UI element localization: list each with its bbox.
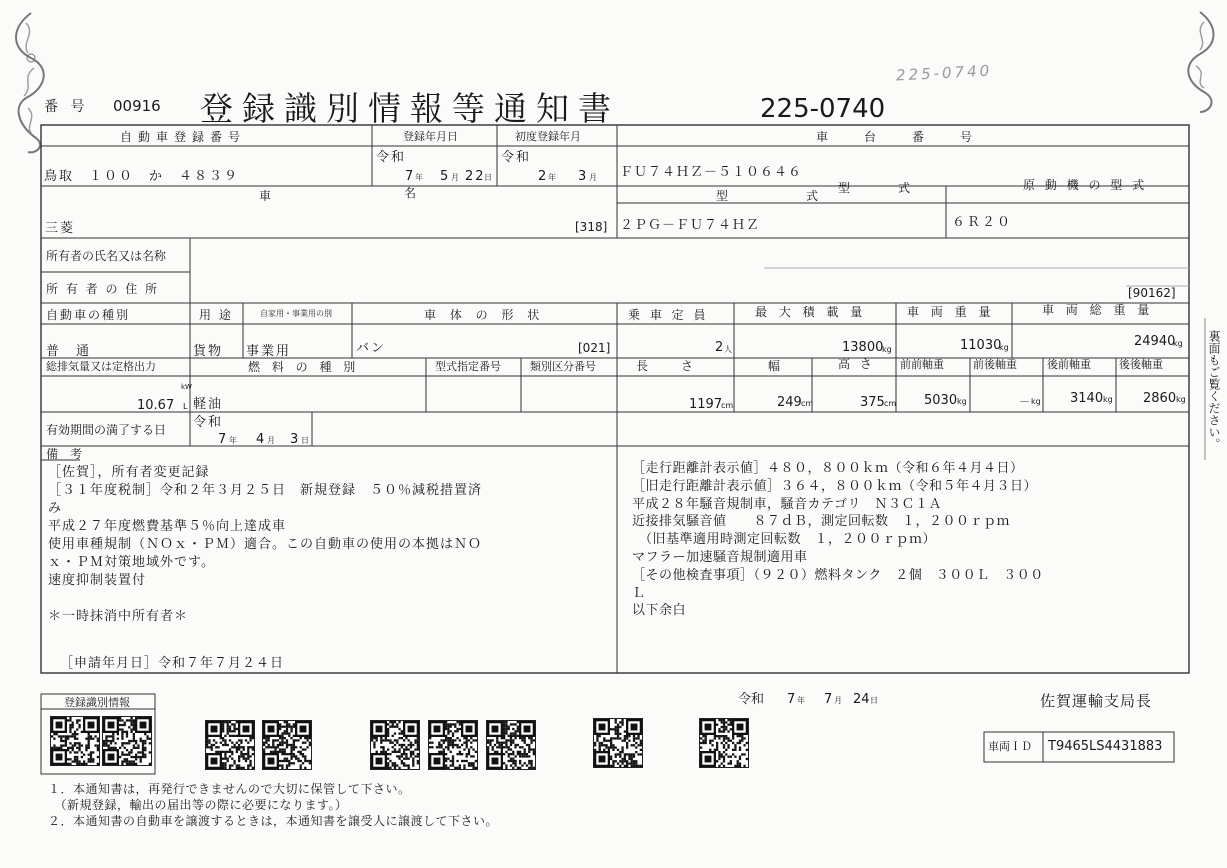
- issue-year: 7: [787, 692, 796, 707]
- first-year: 2: [538, 169, 549, 184]
- address-code: [90162]: [1128, 286, 1176, 300]
- gross-weight-unit: kg: [1173, 339, 1183, 348]
- qr-9: [699, 718, 749, 768]
- max-load-value: 13800: [842, 340, 884, 355]
- remark-line: 以下余白: [632, 603, 687, 619]
- label-reg-date: 登録年月日: [403, 130, 458, 143]
- label-body-shape: 車 体 の 形 状: [424, 308, 545, 322]
- max-load-unit: kg: [882, 345, 892, 354]
- label-capacity: 乗 車 定 員: [628, 308, 709, 322]
- ff-axle-unit: kg: [957, 397, 967, 406]
- label-remarks: 備 考: [46, 447, 83, 461]
- qr-6: [428, 720, 478, 770]
- label-model: 型 式: [716, 189, 825, 203]
- remark-line: 平成２８年騒音規制車，騒音カテゴリ Ｎ３Ｃ１Ａ: [632, 496, 942, 512]
- weight-value: 11030: [960, 338, 1002, 353]
- footer-notes: [48, 781, 498, 829]
- height-unit: cm: [884, 399, 897, 408]
- vehicle-body: バン: [356, 341, 387, 356]
- rr-axle-value: 2860: [1143, 391, 1177, 406]
- first-month: 3: [578, 169, 589, 184]
- label-name: 名: [404, 186, 423, 200]
- remark-line: マフラー加速騒音規制適用車: [632, 549, 808, 565]
- reg-day: 22: [465, 169, 486, 184]
- reg-year-unit: 年: [415, 173, 423, 182]
- remark-line: み: [48, 501, 63, 516]
- maker: 三菱: [45, 221, 76, 236]
- label-reg-no: 自動車登録番号: [120, 130, 247, 144]
- label-first-reg: 初度登録年月: [515, 130, 581, 143]
- label-rr-axle: 後後軸重: [1119, 358, 1163, 371]
- expiry-day-unit: 日: [301, 436, 309, 445]
- label-category-no: 類別区分番号: [530, 360, 596, 373]
- weight-unit: kg: [999, 343, 1009, 352]
- remark-line: ［走行距離計表示値］４８０，８００ｋｍ（令和６年４月４日）: [632, 461, 1024, 476]
- label-weight: 車 両 重 量: [907, 305, 995, 319]
- label-car: 車: [259, 189, 278, 203]
- footer-line: ２．本通知書の自動車を譲渡するときは，本通知書を譲受人に譲渡して下さい。: [48, 814, 499, 828]
- displacement-value: 10.67: [137, 398, 175, 413]
- label-engine-model: 原 動 機 の 型 式: [1023, 178, 1148, 192]
- number-label: 番 号: [44, 99, 89, 115]
- fuel-value: 軽油: [193, 397, 224, 412]
- remark-line: ＊一時抹消中所有者＊: [48, 609, 189, 624]
- reg-month: 5: [440, 169, 451, 184]
- label-length: 長 さ: [636, 359, 697, 373]
- first-month-unit: 月: [589, 173, 597, 182]
- body-code: [021]: [578, 341, 611, 355]
- expiry-day: 3: [290, 432, 301, 447]
- length-unit: cm: [721, 401, 734, 410]
- qr-reg-1: [50, 716, 100, 766]
- gross-weight-value: 24940: [1134, 334, 1176, 349]
- label-expiry: 有効期間の満了する日: [46, 423, 167, 437]
- first-era: 令和: [501, 150, 532, 165]
- expiry-month-unit: 月: [267, 436, 275, 445]
- expiry-year: 7: [218, 432, 229, 447]
- remark-line: 近接排気騒音値 ８７ｄＢ，測定回転数 １，２００ｒｐｍ: [632, 514, 1011, 530]
- remark-line: ［３１年度税制］令和２年３月２５日 新規登録 ５０％減税措置済: [48, 483, 483, 498]
- capacity-value: 2: [715, 340, 724, 355]
- remarks-left: [48, 464, 614, 626]
- reg-month-unit: 月: [451, 173, 459, 182]
- issue-day: 24: [853, 692, 870, 707]
- label-model-2: 型 式: [838, 181, 911, 195]
- document-number: 00916: [113, 97, 161, 115]
- qr-reg-2: [102, 716, 152, 766]
- issuing-office: 佐賀運輸支局長: [1040, 692, 1153, 710]
- label-owner-address: 所 有 者 の 住 所: [46, 282, 160, 296]
- model: ２ＰＧ－ＦＵ７４ＨＺ: [620, 218, 761, 233]
- reverse-side-note: 裏面もご覧ください。: [1207, 330, 1221, 450]
- expiry-era: 令和: [193, 415, 224, 430]
- issue-era: 令和: [738, 692, 765, 707]
- expiry-month: 4: [256, 432, 267, 447]
- remark-line: 平成２７年度燃費基準５％向上達成車: [48, 519, 287, 534]
- issue-month-unit: 月: [834, 696, 842, 705]
- label-ff-axle: 前前軸重: [900, 358, 944, 371]
- expiry-year-unit: 年: [229, 436, 237, 445]
- label-fr-axle: 前後軸重: [973, 358, 1017, 371]
- label-gross-weight: 車 両 総 重 量: [1042, 303, 1154, 317]
- first-year-unit: 年: [548, 173, 556, 182]
- displacement-unit-l: L: [183, 402, 188, 411]
- remark-line: ｘ・ＰＭ対策地域外です。: [48, 555, 215, 570]
- width-value: 249: [777, 395, 802, 410]
- maker-code: [318]: [575, 220, 608, 234]
- qr-5: [370, 720, 420, 770]
- vehicle-id: T9465LS4431883: [1048, 739, 1163, 754]
- label-width: 幅: [768, 359, 781, 373]
- remark-line: Ｌ: [632, 585, 646, 601]
- reg-day-unit: 日: [484, 173, 492, 182]
- chassis-number: ＦＵ７４ＨＺ－５１０６４６: [620, 165, 803, 180]
- width-unit: cm: [801, 399, 814, 408]
- document-code: 225-0740: [760, 94, 886, 124]
- issue-year-unit: 年: [797, 696, 805, 705]
- label-vehicle-id: 車両ＩＤ: [988, 740, 1032, 753]
- fr-axle-value: －: [1019, 395, 1030, 408]
- rr-axle-unit: kg: [1176, 395, 1186, 404]
- label-owner-name: 所有者の氏名又は名称: [46, 249, 167, 263]
- label-private-business: 自家用・事業用の別: [260, 309, 332, 318]
- document-title: 登録識別情報等通知書: [200, 89, 620, 128]
- ff-axle-value: 5030: [924, 393, 958, 408]
- remarks-right: [632, 460, 1184, 620]
- label-rf-axle: 後前軸重: [1047, 358, 1091, 371]
- application-date: ［申請年月日］令和７年７月２４日: [60, 656, 285, 671]
- vehicle-business: 事業用: [246, 344, 292, 359]
- label-height: 高 さ: [838, 357, 875, 371]
- issue-day-unit: 日: [870, 696, 878, 705]
- label-usage: 用 途: [199, 308, 233, 322]
- rf-axle-value: 3140: [1070, 391, 1104, 406]
- fr-axle-unit: kg: [1031, 397, 1041, 406]
- footer-line: １．本通知書は，再発行できませんので大切に保管して下さい。: [48, 782, 411, 796]
- label-displacement: 総排気量又は定格出力: [46, 360, 156, 373]
- remark-line: ［旧走行距離計表示値］３６４，８００ｋｍ（令和５年４月３日）: [632, 478, 1038, 494]
- qr-7: [486, 720, 536, 770]
- vehicle-kind: 普 通: [46, 344, 92, 359]
- remark-line: ［佐賀］，所有者変更記録: [48, 465, 210, 480]
- label-max-load: 最 大 積 載 量: [755, 305, 867, 319]
- remark-line: ［その他検査事項］（９２０）燃料タンク ２個 ３００Ｌ ３００: [632, 567, 1044, 583]
- handwritten-code: 225-0740: [895, 61, 993, 85]
- label-type-designation: 型式指定番号: [435, 360, 501, 373]
- remark-line: 速度抑制装置付: [48, 573, 147, 588]
- label-chassis: 車 台 番 号: [816, 130, 985, 144]
- reg-year: 7: [405, 169, 416, 184]
- qr-3: [205, 720, 255, 770]
- remark-line: [48, 590, 614, 608]
- footer-line: （新規登録，輸出の届出等の際に必要になります。）: [48, 798, 348, 812]
- vehicle-usage: 貨物: [193, 344, 224, 359]
- qr-4: [262, 720, 312, 770]
- length-value: 1197: [689, 397, 723, 412]
- displacement-unit-kw: kW: [181, 383, 192, 391]
- remark-line: 使用車種規制（ＮＯｘ・ＰＭ）適合。この自動車の使用の本拠はＮＯ: [48, 537, 483, 552]
- engine-model: ６Ｒ２０: [952, 215, 1013, 230]
- label-reg-info: 登録識別情報: [64, 696, 130, 709]
- label-vehicle-kind: 自動車の種別: [46, 308, 131, 322]
- height-value: 375: [860, 395, 885, 410]
- label-fuel: 燃 料 の 種 別: [248, 360, 360, 374]
- qr-8: [593, 718, 643, 768]
- rf-axle-unit: kg: [1103, 395, 1113, 404]
- remark-line: （旧基準適用時測定回転数 １，２００ｒｐｍ）: [632, 532, 937, 548]
- issue-month: 7: [824, 692, 833, 707]
- capacity-unit: 人: [724, 345, 732, 354]
- plate-number: 鳥取 １００ か ４８３９: [44, 169, 240, 184]
- reg-era: 令和: [376, 150, 407, 165]
